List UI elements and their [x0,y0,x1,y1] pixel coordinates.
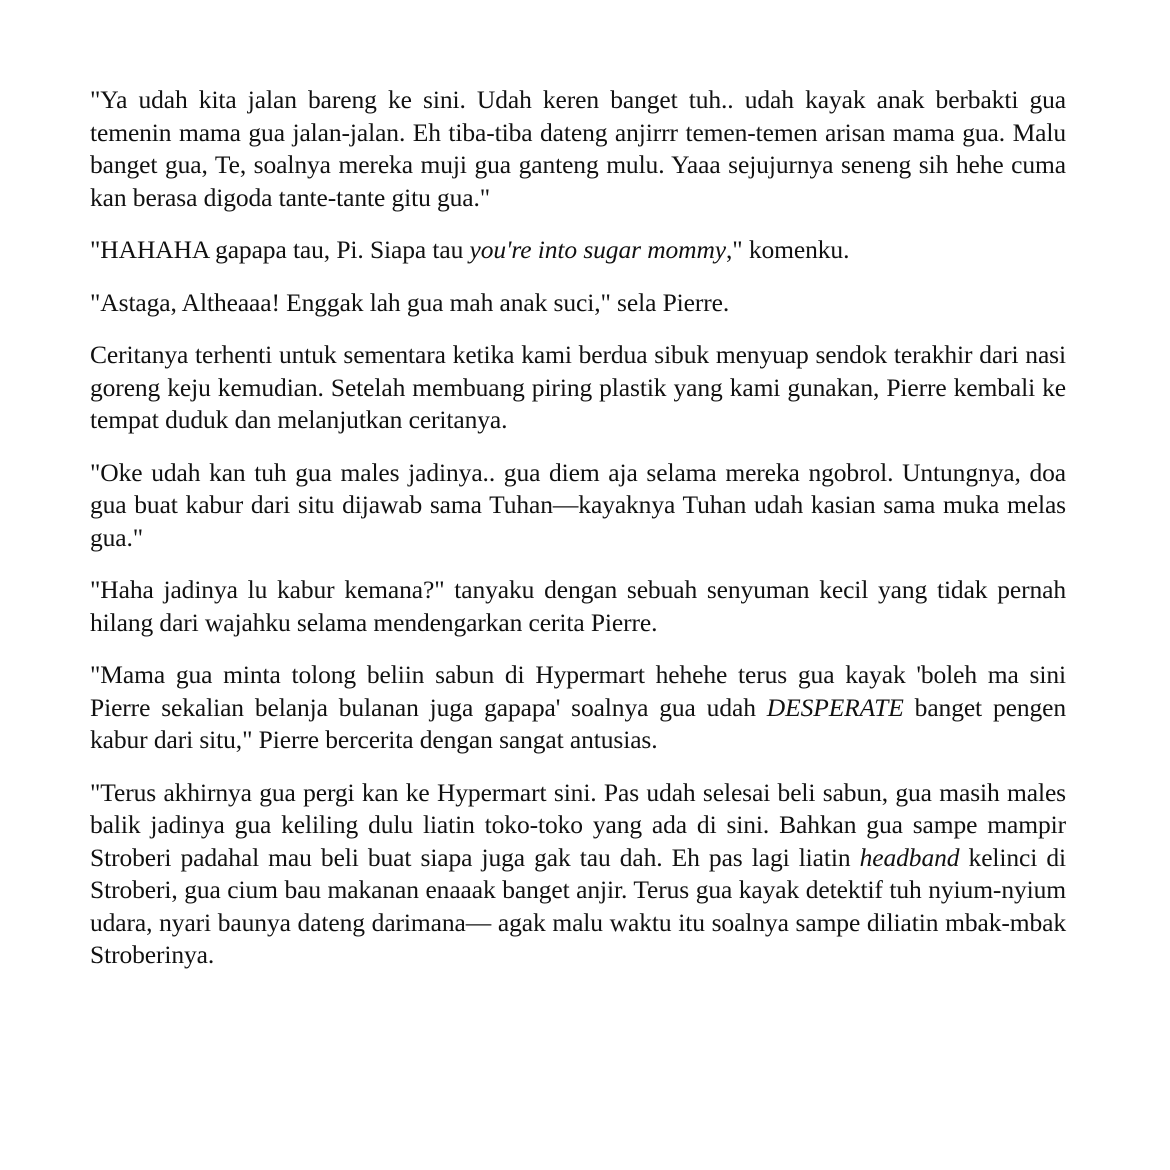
paragraph-text: "Oke udah kan tuh gua males jadinya.. gua diem aja selama mereka ngobrol. Untungnya, doa gua buat kabur dari situ dijawab sama Tuhan—kayaknya Tuhan udah kasian sama muka melas gua." [90,457,1066,552]
paragraph-italic-text: headband [859,842,960,872]
paragraph-text: "Ya udah kita jalan bareng ke sini. Udah keren banget tuh.. udah kayak anak berbakti gua temenin mama gua jalan-jalan. Eh tiba-tiba dateng anjirrr temen-temen arisan mama gua. Malu banget gua, Te, soalnya mereka muji gua ganteng mulu. Yaaa sejujurnya seneng sih hehe cuma kan berasa digoda tante-tante gitu gua." [90,85,1066,212]
paragraph-text: "Haha jadinya lu kabur kemana?" tanyaku dengan sebuah senyuman kecil yang tidak pernah hilang dari wajahku selama mendengarkan cerita Pierre. [90,575,1066,637]
paragraph-text: Ceritanya terhenti untuk sementara ketika kami berdua sibuk menyuap sendok terakhir dari nasi goreng keju kemudian. Setelah membuang piring plastik yang kami gunakan, Pierre kembali ke tempat duduk dan melanjutkan ceritanya. [90,340,1066,434]
paragraph-5 [90,457,1066,555]
paragraph-italic-text: you're into sugar mommy [469,235,727,264]
paragraph-3 [90,287,1066,320]
paragraph-7 [90,659,1066,757]
paragraph-text: "Terus akhirnya gua pergi kan ke Hypermart sini. Pas udah selesai beli sabun, gua masih males balik jadinya gua keliling dulu liatin toko-toko yang ada di sini. Bahkan gua sampe mampir Stroberi padahal mau beli buat siapa juga gak tau dah. Eh pas lagi liatin [90,777,1066,872]
paragraph-text: kelinci di Stroberi, gua cium bau makanan enaaak banget anjir. Terus gua kayak detektif tuh nyium-nyium udara, nyari baunya dateng darimana— agak malu waktu itu soalnya sampe diliatin mbak-mbak Stroberinya. [90,842,1066,969]
document-page [90,84,1066,972]
paragraph-italic-text: DESPERATE [766,692,904,722]
paragraph-1 [90,84,1066,214]
paragraph-6 [90,574,1066,639]
paragraph-text: banget pengen kabur dari situ," Pierre bercerita dengan sangat antusias. [90,692,1067,754]
paragraph-8 [90,777,1066,972]
paragraph-text: "Mama gua minta tolong beliin sabun di Hypermart hehehe terus gua kayak 'boleh ma sini Pierre sekalian belanja bulanan juga gapapa' soalnya gua udah [90,660,1066,722]
paragraph-text: "Astaga, Altheaaa! Enggak lah gua mah anak suci," sela Pierre. [90,287,730,317]
paragraph-text: ," komenku. [726,235,850,264]
paragraph-text: "HAHAHA gapapa tau, Pi. Siapa tau [90,235,470,264]
paragraph-4 [90,339,1066,437]
paragraph-2 [90,234,1066,267]
